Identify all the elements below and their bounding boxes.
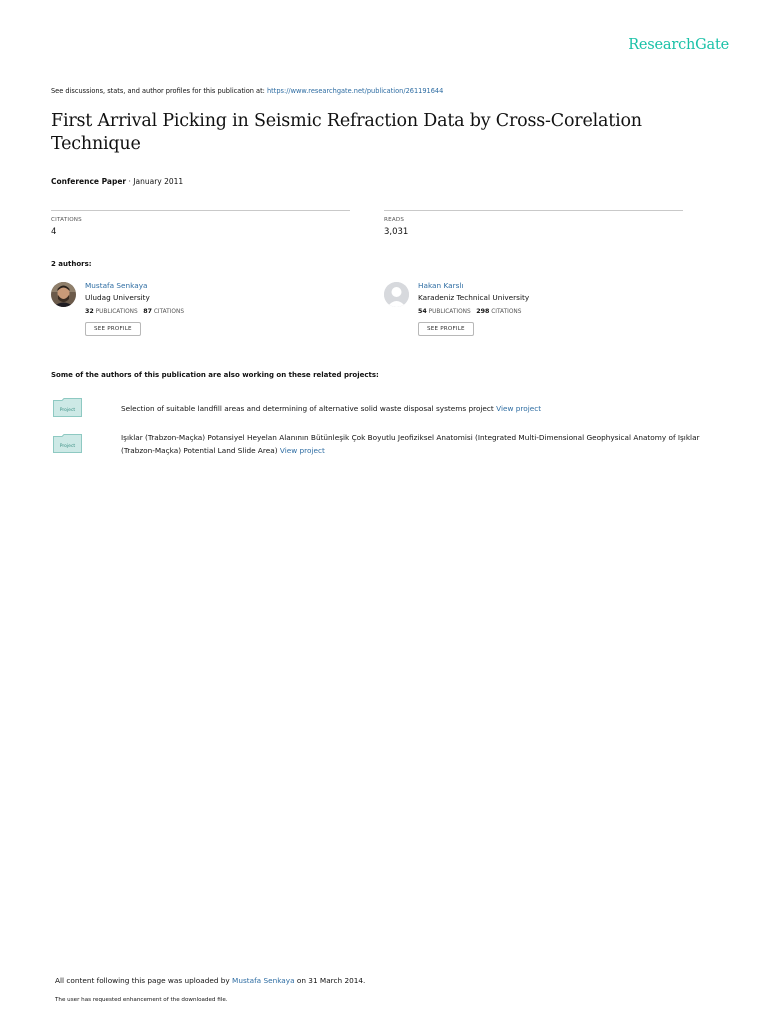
author-card (384, 281, 684, 343)
author-institution: Uludag University (85, 293, 150, 302)
project-title: Işıklar (Trabzon-Maçka) Potansiyel Heyelan Alanının Bütünleşik Çok Boyutlu Jeofiziksel Anatomisi (Integrated Multi-Dimensional Geophysical Anatomy of Işıklar (Trabzon-Maçka) Potential Land Slide Area) (121, 433, 700, 455)
author-institution: Karadeniz Technical University (418, 293, 530, 302)
author-counts (85, 308, 184, 315)
author-counts (418, 308, 529, 315)
project-icon-label: Project (59, 408, 76, 413)
author-info (418, 281, 529, 336)
upload-note (55, 976, 365, 985)
citations-count: 298 (476, 308, 490, 315)
project-title: Selection of suitable landfill areas and determining of alternative solid waste disposal systems project (121, 404, 497, 413)
see-discussions-text: See discussions, stats, and author profiles for this publication at: (51, 87, 267, 95)
project-folder-icon[interactable] (53, 434, 82, 453)
author-info (85, 281, 184, 336)
upload-prefix: All content following this page was uploaded by (55, 976, 233, 985)
see-profile-button[interactable]: SEE PROFILE (418, 322, 474, 336)
reads-stat (384, 210, 683, 237)
publications-count: 54 (418, 308, 427, 315)
author-name-link[interactable]: Hakan Karslı (418, 281, 464, 290)
see-discussions-line (51, 87, 443, 95)
citations-count-label: CITATIONS (491, 309, 522, 315)
citations-label: CITATIONS (51, 217, 82, 223)
reads-label: READS (384, 217, 405, 223)
publications-count: 32 (85, 308, 94, 315)
reads-value: 3,031 (384, 227, 409, 237)
researchgate-logo[interactable]: ResearchGate (628, 37, 729, 53)
meta-separator: · (126, 177, 134, 186)
author-avatar-photo[interactable] (51, 282, 76, 307)
citations-count: 87 (143, 308, 152, 315)
publication-title: First Arrival Picking in Seismic Refraction Data by Cross-Corelation Technique (51, 111, 642, 154)
author-card (51, 281, 351, 343)
related-projects-heading: Some of the authors of this publication are also working on these related projects: (51, 371, 379, 379)
citations-stat (51, 210, 350, 237)
enhancement-note: The user has requested enhancement of the downloaded file. (55, 997, 228, 1003)
project-description (121, 432, 701, 457)
uploader-link[interactable]: Mustafa Senkaya (232, 976, 295, 985)
publication-url-link[interactable]: https://www.researchgate.net/publication/261191644 (267, 87, 444, 95)
view-project-link[interactable]: View project (496, 404, 542, 413)
publication-type: Conference Paper (51, 177, 127, 186)
view-project-link[interactable]: View project (279, 445, 325, 455)
publication-date: January 2011 (133, 177, 184, 186)
see-profile-button[interactable]: SEE PROFILE (85, 322, 141, 336)
publication-meta (51, 177, 183, 186)
project-folder-icon[interactable] (53, 398, 82, 417)
citations-value: 4 (51, 227, 57, 237)
citations-count-label: CITATIONS (153, 309, 185, 315)
project-icon-label: Project (59, 444, 76, 449)
default-user-icon (384, 282, 409, 307)
upload-suffix: on 31 March 2014. (294, 976, 366, 985)
person-photo-icon (51, 282, 76, 307)
publications-label: PUBLICATIONS (95, 309, 138, 315)
author-name-link[interactable]: Mustafa Senkaya (85, 281, 148, 290)
publications-label: PUBLICATIONS (428, 309, 471, 315)
project-description (121, 403, 701, 416)
authors-heading: 2 authors: (51, 260, 92, 268)
author-avatar-placeholder[interactable] (384, 282, 409, 307)
